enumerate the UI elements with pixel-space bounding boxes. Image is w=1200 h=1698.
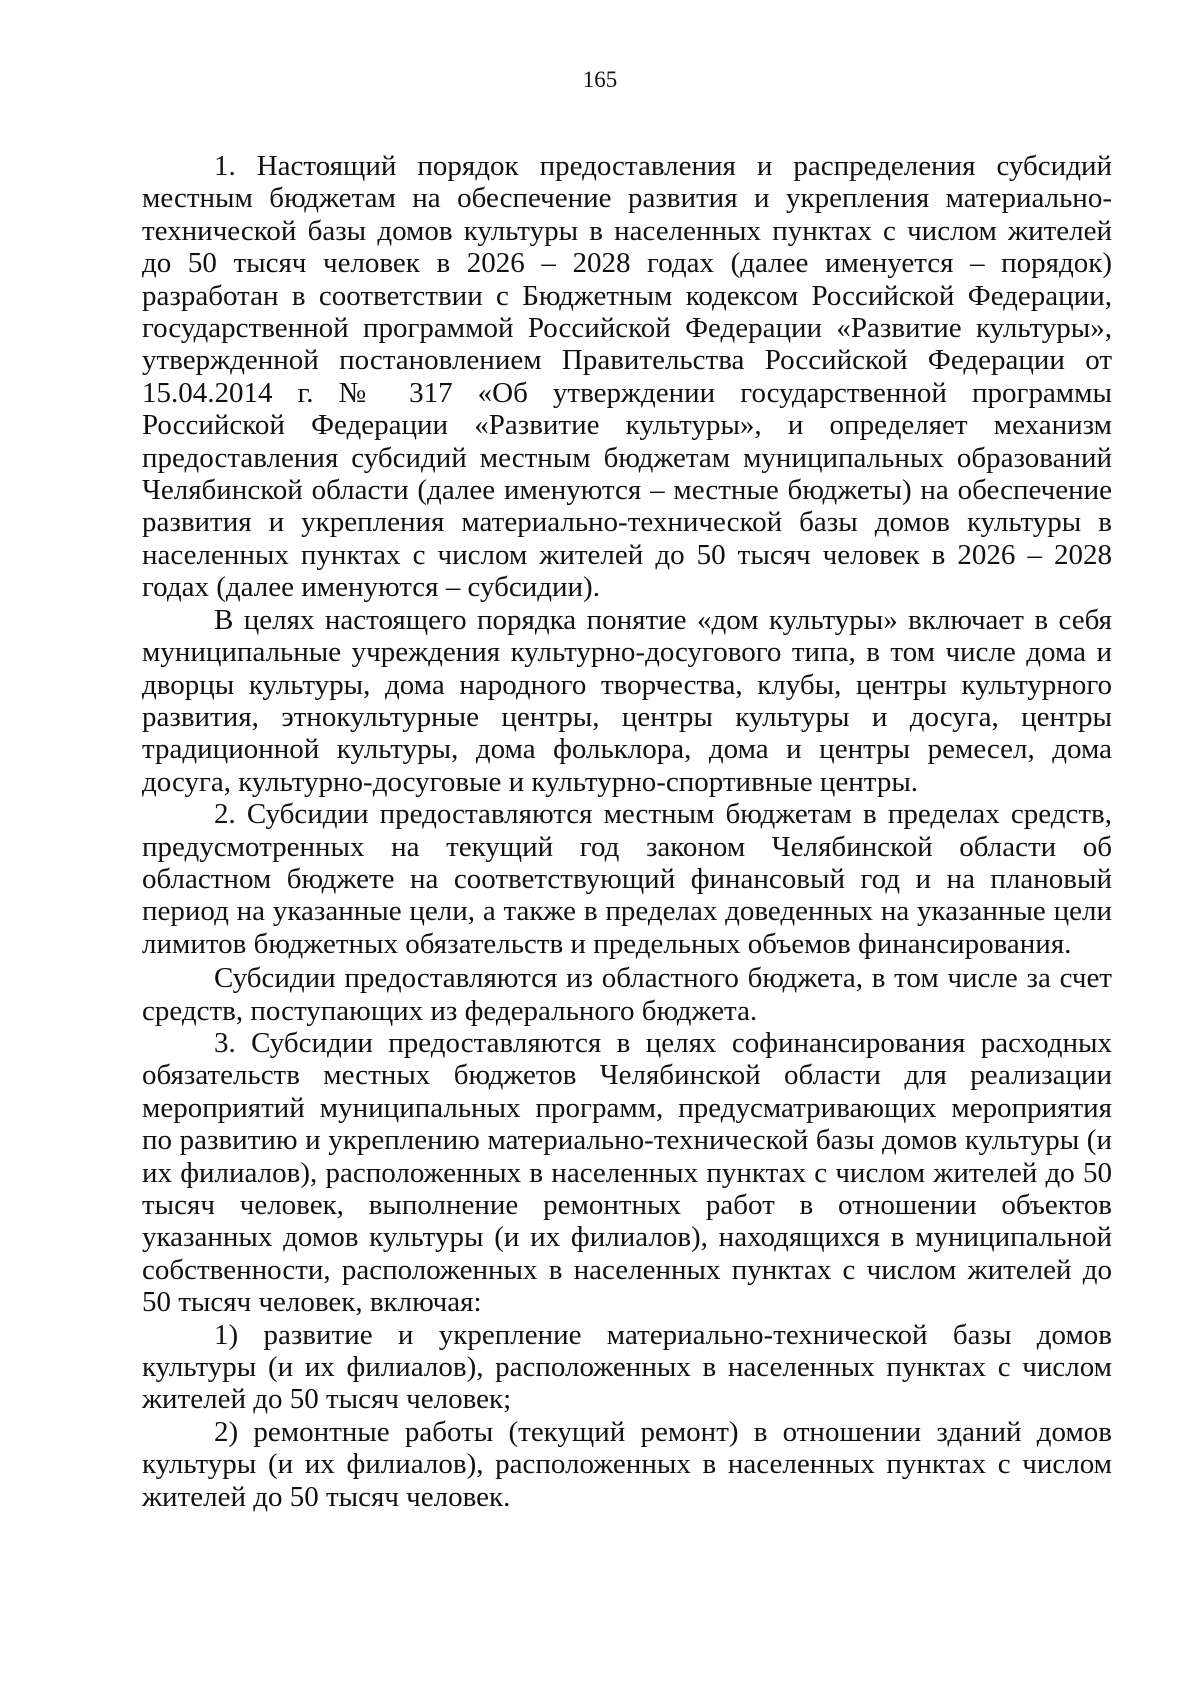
page-number: 165 bbox=[582, 67, 618, 92]
paragraph-5: 3. Субсидии предоставляются в целях софинансирования расходных обязательств местных бюджетов Челябинской области для реализации мероприятий муниципальных программ, предусматривающих мероприятия по развитию и укреплению материально-технической базы домов культуры (и их филиалов), расположенных в населенных пунктах с числом жителей до 50 тысяч человек, выполнение ремонтных работ в отношении объектов указанных домов культуры (и их филиалов), находящихся в муниципальной собственности, расположенных в населенных пунктах с числом жителей до 50 тысяч человек, включая: bbox=[142, 1026, 1112, 1319]
paragraph-3: 2. Субсидии предоставляются местным бюджетам в пределах средств, предусмотренных на текущий год законом Челябинской области об областном бюджете на соответствующий финансовый год и на плановый период на указанные цели, а также в пределах доведенных на указанные цели лимитов бюджетных обязательств и предельных объемов финансирования. bbox=[142, 798, 1112, 960]
document-body bbox=[142, 150, 1112, 1513]
paragraph-2: В целях настоящего порядка понятие «дом культуры» включает в себя муниципальные учреждения культурно-досугового типа, в том числе дома и дворцы культуры, дома народного творчества, клубы, центры культурного развития, этнокультурные центры, центры культуры и досуга, центры традиционной культуры, дома фольклора, дома и центры ремесел, дома досуга, культурно-досуговые и культурно-спортивные центры. bbox=[142, 603, 1112, 798]
paragraph-1: 1. Настоящий порядок предоставления и распределения субсидий местным бюджетам на обеспечение развития и укрепления материально-технической базы домов культуры в населенных пунктах с числом жителей до 50 тысяч человек в 2026 – 2028 годах (далее именуется – порядок) разработан в соответствии с Бюджетным кодексом Российской Федерации, государственной программой Российской Федерации «Развитие культуры», утвержденной постановлением Правительства Российской Федерации от 15.04.2014 г. № 317 «Об утверждении государственной программы Российской Федерации «Развитие культуры», и определяет механизм предоставления субсидий местным бюджетам муниципальных образований Челябинской области (далее именуются – местные бюджеты) на обеспечение развития и укрепления материально-технической базы домов культуры в населенных пунктах с числом жителей до 50 тысяч человек в 2026 – 2028 годах (далее именуются – субсидии). bbox=[142, 150, 1112, 604]
list-item-1: 1) развитие и укрепление материально-технической базы домов культуры (и их филиалов), расположенных в населенных пунктах с числом жителей до 50 тысяч человек; bbox=[142, 1318, 1112, 1416]
list-item-2: 2) ремонтные работы (текущий ремонт) в отношении зданий домов культуры (и их филиалов), расположенных в населенных пунктах с числом жителей до 50 тысяч человек. bbox=[142, 1415, 1112, 1513]
paragraph-4: Субсидии предоставляются из областного бюджета, в том числе за счет средств, поступающих из федерального бюджета. bbox=[142, 962, 1112, 1027]
